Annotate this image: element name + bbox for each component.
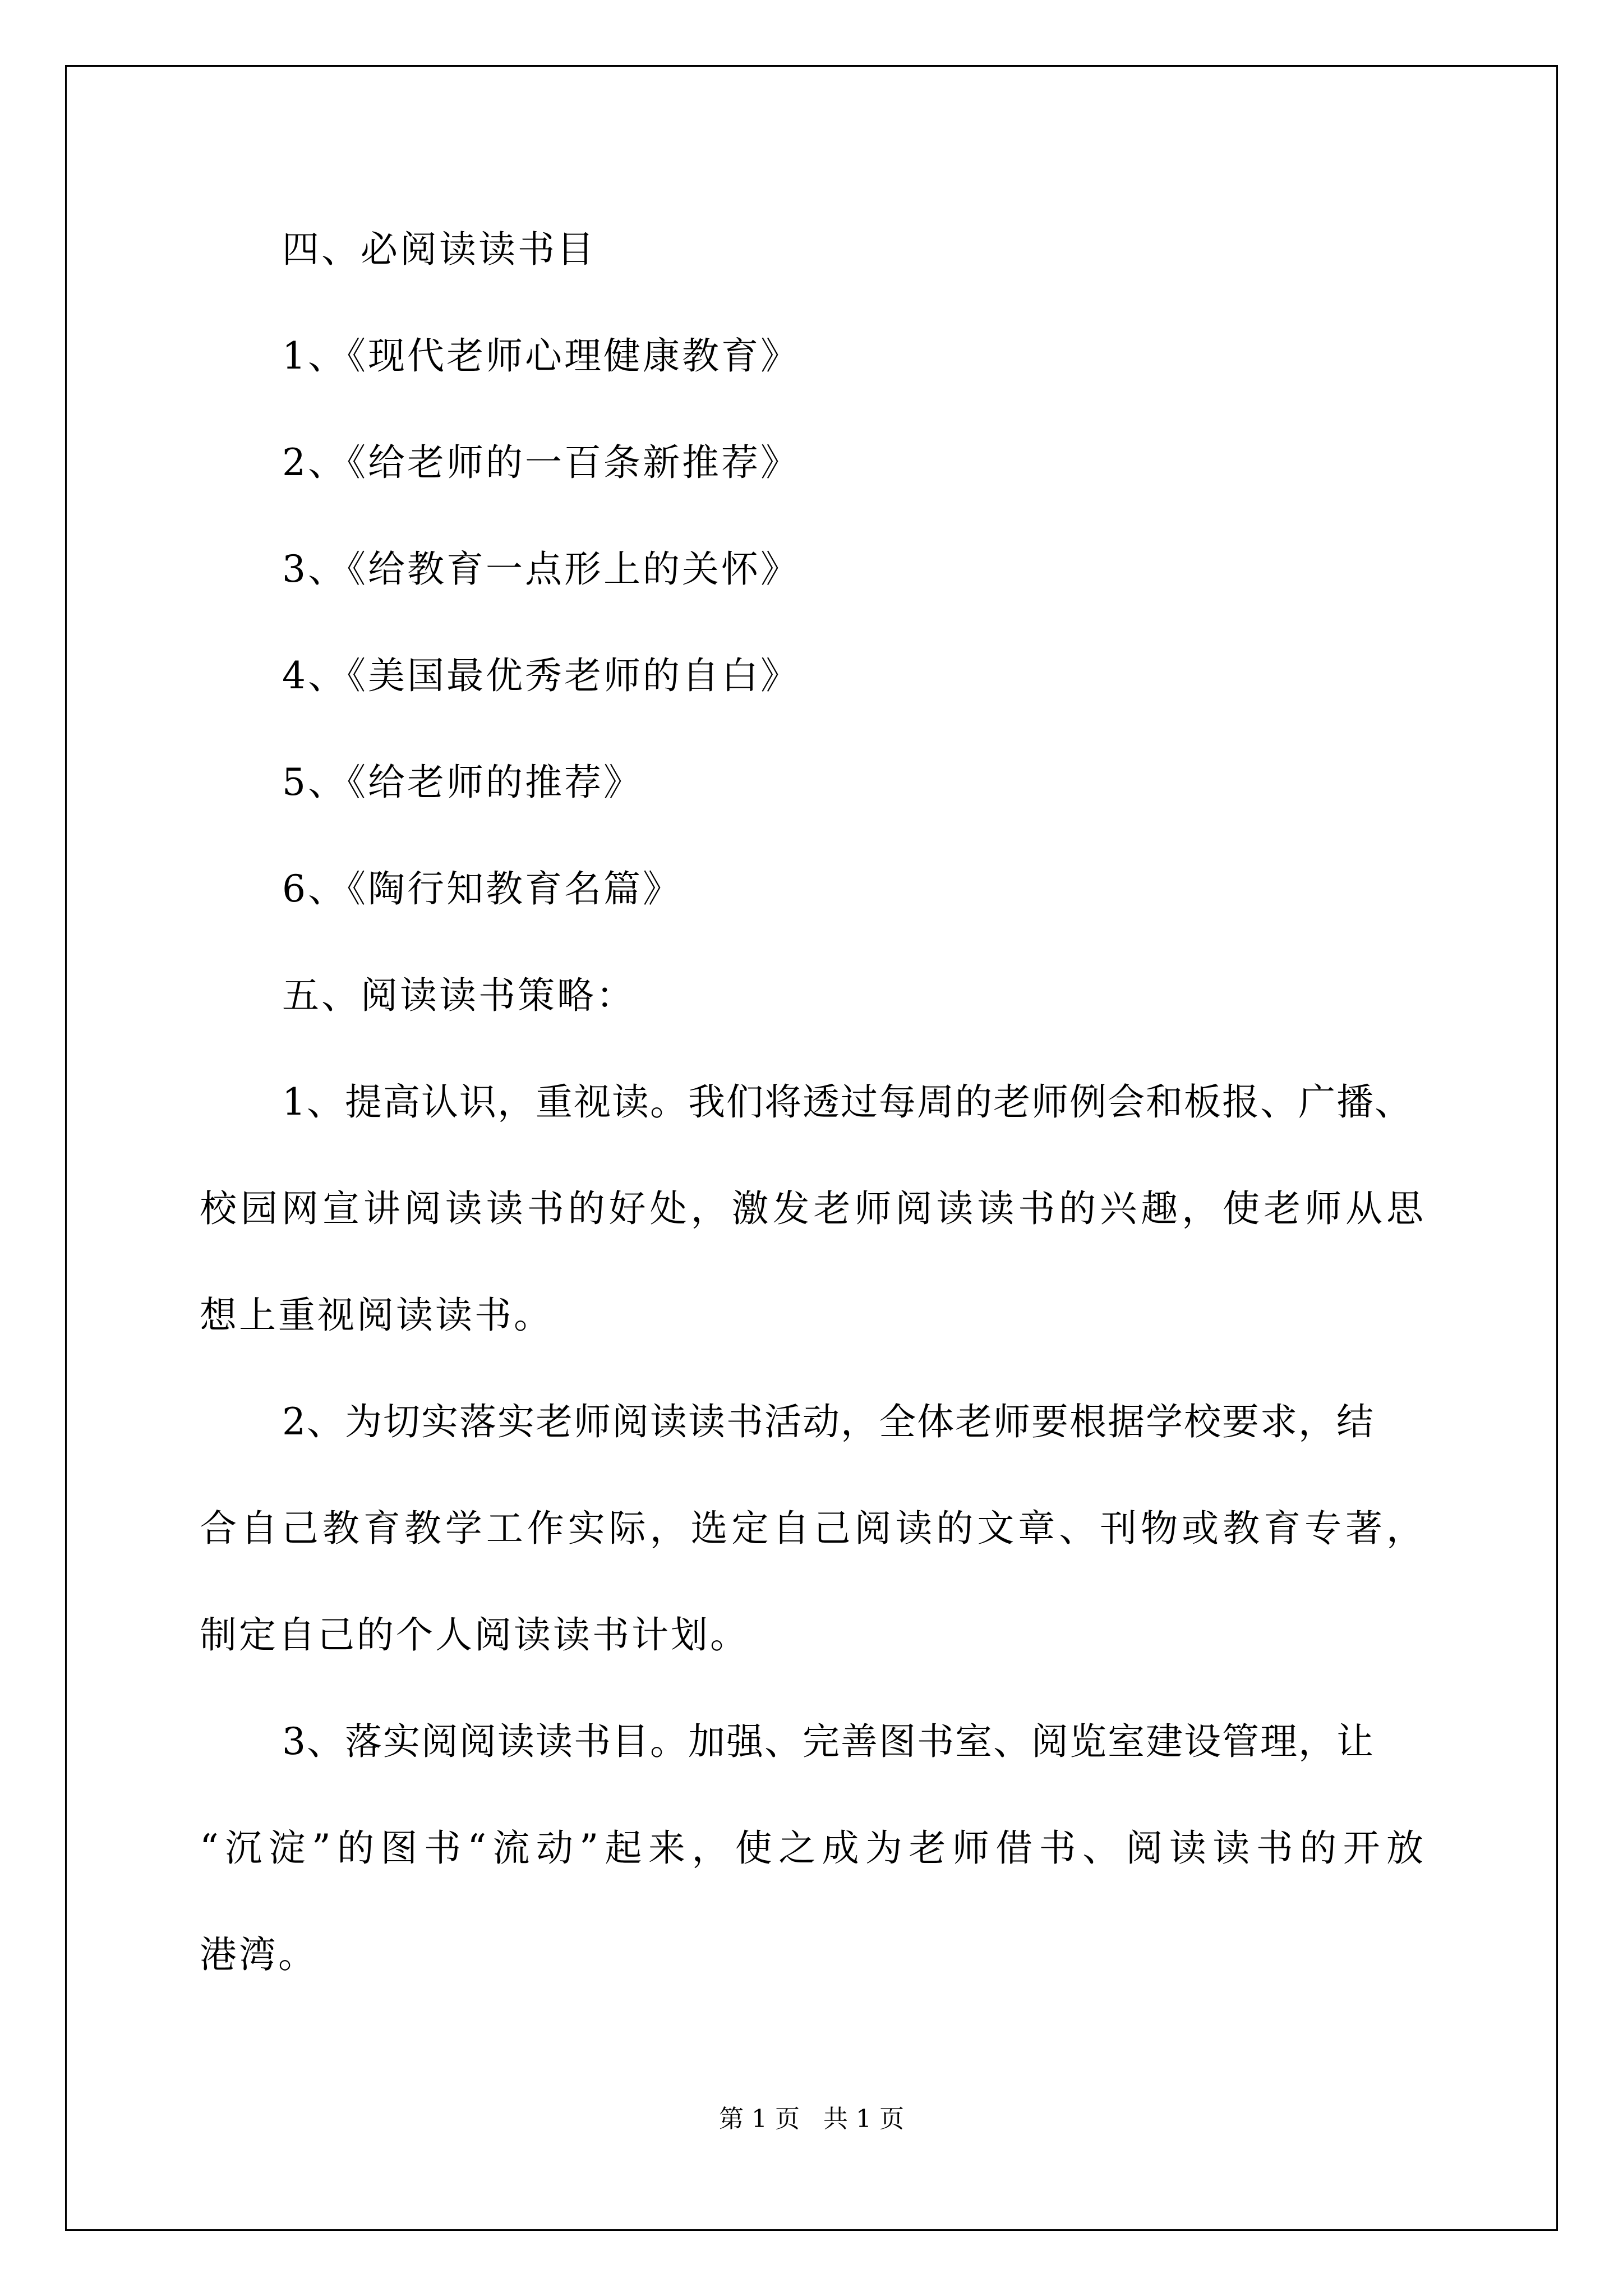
- book-item-5: 5、《给老师的推荐》: [282, 761, 643, 804]
- strategy-3-line-1: 3、落实阅阅读读书目。加强、完善图书室、阅览室建设管理，让: [282, 1720, 1375, 1763]
- strategy-1-line-2: 校园网宣讲阅读读书的好处，激发老师阅读读书的兴趣，使老师从思: [200, 1187, 1423, 1230]
- book-item-3: 3、《给教育一点形上的关怀》: [282, 547, 800, 591]
- strategy-1-line-3: 想上重视阅读读书。: [200, 1294, 553, 1337]
- book-item-4: 4、《美国最优秀老师的自白》: [282, 654, 800, 697]
- book-item-6: 6、《陶行知教育名篇》: [282, 867, 682, 910]
- section-heading-4: 四、必阅读读书目: [282, 228, 596, 271]
- strategy-1-line-1: 1、提高认识，重视读。我们将透过每周的老师例会和板报、广播、: [282, 1080, 1413, 1124]
- book-item-2: 2、《给老师的一百条新推荐》: [282, 441, 800, 484]
- strategy-2-line-3: 制定自己的个人阅读读书计划。: [200, 1613, 749, 1657]
- page-footer: 第 1 页 共 1 页: [719, 2105, 904, 2133]
- strategy-3-line-3: 港湾。: [200, 1933, 317, 1976]
- section-heading-5: 五、阅读读书策略：: [282, 974, 635, 1017]
- book-item-1: 1、《现代老师心理健康教育》: [282, 334, 800, 378]
- strategy-3-line-2: “沉淀”的图书“流动”起来，使之成为老师借书、阅读读书的开放: [200, 1826, 1423, 1870]
- strategy-2-line-1: 2、为切实落实老师阅读读书活动，全体老师要根据学校要求，结: [282, 1400, 1375, 1443]
- strategy-2-line-2: 合自己教育教学工作实际，选定自己阅读的文章、刊物或教育专著，: [200, 1507, 1423, 1550]
